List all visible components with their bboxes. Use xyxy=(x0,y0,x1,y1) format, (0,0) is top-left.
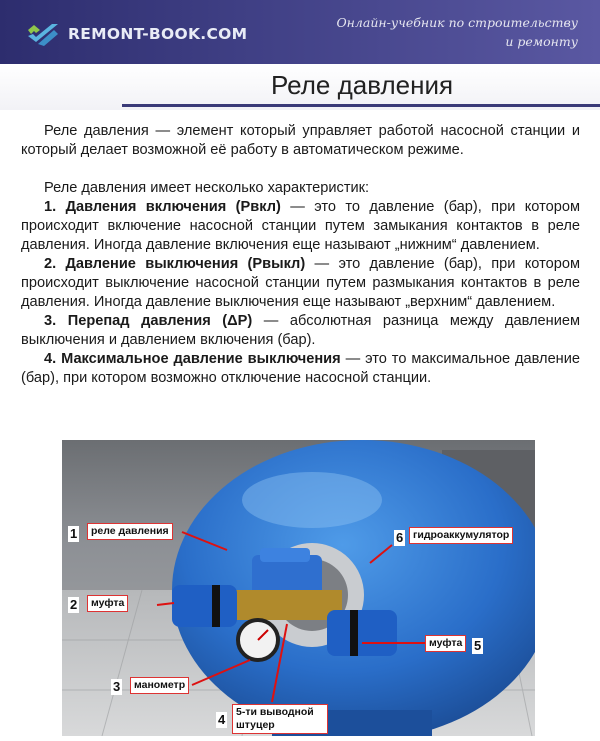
logo-icon xyxy=(26,22,60,46)
callout-number: 1 xyxy=(70,526,78,541)
item-text: — это то давление (бар), при котором происходит включение насосной станции путем замыкания контактов в реле давления. Иногда давление включения еще называют „нижним“ давлением. xyxy=(21,199,580,253)
list-item xyxy=(21,255,580,312)
title-underline xyxy=(122,104,600,107)
right-coupling-ring xyxy=(350,610,358,656)
item-number: 2. xyxy=(44,256,57,272)
brass-fitting xyxy=(232,590,342,620)
callout-number: 2 xyxy=(70,597,78,612)
list-item xyxy=(21,350,580,388)
left-coupling-ring xyxy=(212,585,220,627)
item-term: Перепад давления (ΔР) xyxy=(67,313,253,329)
callout-label: реле давления xyxy=(87,523,173,540)
callout-number: 3 xyxy=(113,679,121,694)
callout-number: 4 xyxy=(218,712,226,727)
paragraph-gap xyxy=(21,160,580,179)
list-intro: Реле давления имеет несколько характеристик: xyxy=(44,180,370,196)
tank-highlight xyxy=(242,472,382,528)
item-term: Давления включения (Рвкл) xyxy=(65,199,281,215)
item-term: Максимальное давление выключения xyxy=(61,351,341,367)
item-number: 3. xyxy=(44,313,57,329)
site-header xyxy=(0,0,600,64)
callout-label: муфта xyxy=(87,595,128,612)
callout-label: манометр xyxy=(130,677,189,694)
item-term: Давление выключения (Рвыкл) xyxy=(65,256,306,272)
callout-label: муфта xyxy=(425,635,466,652)
callout-label: 5-ти выводной штуцер xyxy=(232,704,328,734)
site-tagline: Онлайн-учебник по строительству и ремонту xyxy=(336,15,578,49)
item-number: 4. xyxy=(44,351,57,367)
list-item xyxy=(21,198,580,255)
logo-text: REMONT-BOOK.COM xyxy=(68,25,248,43)
item-number: 1. xyxy=(44,199,57,215)
article-body xyxy=(21,122,580,388)
callout-label: гидроаккумулятор xyxy=(409,527,513,544)
hydroaccumulator-photo xyxy=(62,440,535,736)
left-coupling xyxy=(172,585,237,627)
item-text: — это то максимальное давление (бар), при котором возможно отключение насосной станции. xyxy=(21,351,581,386)
site-logo[interactable] xyxy=(26,21,247,47)
page-title: Реле давления xyxy=(270,70,454,100)
callout-number: 5 xyxy=(474,638,482,653)
pressure-switch-top xyxy=(260,548,310,562)
intro-paragraph: Реле давления — элемент который управляет работой насосной станции и который делает возможной её работу в автоматическом режиме. xyxy=(21,123,580,158)
list-item xyxy=(21,312,580,350)
item-text: — абсолютная разница между давлением выключения и давлением включения (бар). xyxy=(21,313,580,348)
callout-number: 6 xyxy=(396,530,404,545)
item-text: — это давление (бар), при котором происходит выключение насосной станции путем размыкания контактов в реле давления. Иногда давление выключения еще называют „верхним“ давлением. xyxy=(21,256,581,310)
right-coupling xyxy=(327,610,397,656)
